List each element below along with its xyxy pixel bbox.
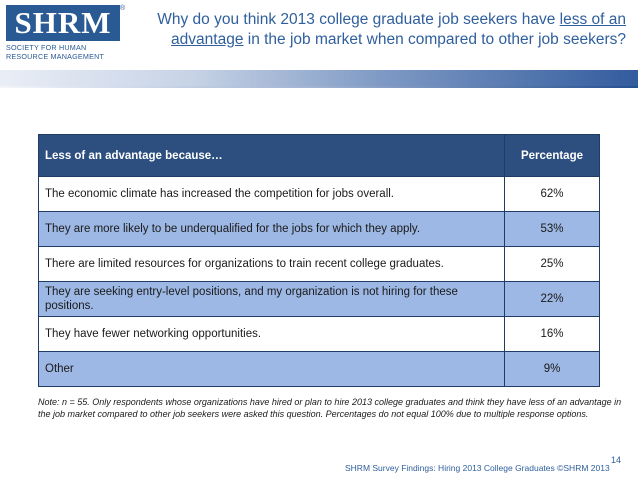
table-header-row xyxy=(39,135,600,177)
page-number: 14 xyxy=(611,455,622,465)
row-percentage: 16% xyxy=(505,317,600,352)
row-reason: There are limited resources for organizations to train recent college graduates. xyxy=(39,247,505,282)
logo-subtitle-line2: RESOURCE MANAGEMENT xyxy=(6,52,105,61)
row-percentage: 9% xyxy=(505,352,600,387)
row-reason: Other xyxy=(39,352,505,387)
row-percentage: 22% xyxy=(505,282,600,317)
table-row xyxy=(39,282,600,317)
footer-text: SHRM Survey Findings: Hiring 2013 College Graduates ©SHRM 2013 xyxy=(345,463,610,473)
table-row xyxy=(39,212,600,247)
footnote: Note: n = 55. Only respondents whose organizations have hired or plan to hire 2013 college graduates and think they have less of an advantage in the job market compared to other job seekers were asked this question. Percentages do not equal 100% due to multiple response options. xyxy=(38,397,622,419)
row-reason: The economic climate has increased the competition for jobs overall. xyxy=(39,177,505,212)
row-percentage: 53% xyxy=(505,212,600,247)
shrm-logo xyxy=(6,5,132,69)
table-row xyxy=(39,317,600,352)
title-part2: in the job market when compared to other job seekers? xyxy=(243,31,626,48)
row-reason: They are seeking entry-level positions, and my organization is not hiring for these positions. xyxy=(39,282,505,317)
logo-subtitle-line1: SOCIETY FOR HUMAN xyxy=(6,43,87,52)
table-row xyxy=(39,177,600,212)
slide-title xyxy=(146,10,626,50)
results-table xyxy=(38,134,600,387)
row-percentage: 62% xyxy=(505,177,600,212)
table-row xyxy=(39,247,600,282)
header-banner-line xyxy=(0,86,638,88)
table-row xyxy=(39,352,600,387)
header-reason: Less of an advantage because… xyxy=(39,135,505,177)
logo-mark: SHRM xyxy=(6,5,120,41)
title-part1: Why do you think 2013 college graduate job seekers have xyxy=(157,11,560,28)
title-underline-1: less of an xyxy=(559,11,626,28)
registered-mark: ® xyxy=(120,5,126,12)
logo-subtitle xyxy=(6,43,132,61)
header-percentage: Percentage xyxy=(505,135,600,177)
row-reason: They are more likely to be underqualified for the jobs for which they apply. xyxy=(39,212,505,247)
title-underline-2: advantage xyxy=(171,31,244,48)
row-reason: They have fewer networking opportunities. xyxy=(39,317,505,352)
row-percentage: 25% xyxy=(505,247,600,282)
